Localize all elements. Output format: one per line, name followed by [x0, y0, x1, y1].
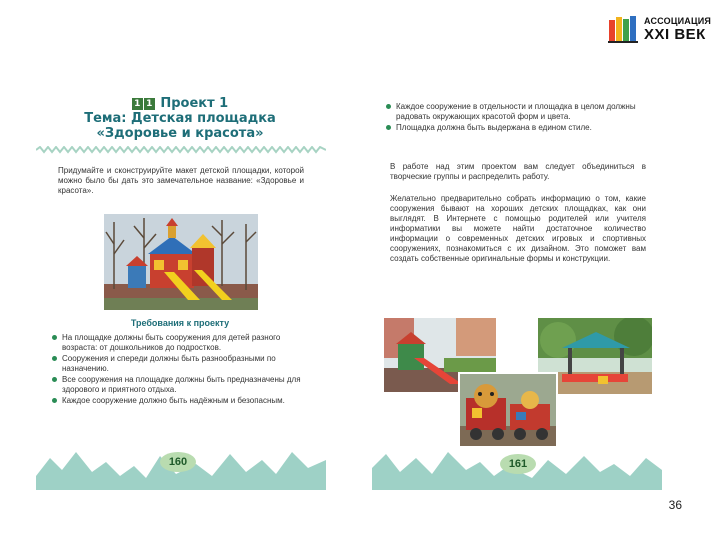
list-item: Все сооружения на площадке должны быть предназначены для здорового и приятного отдыха.	[50, 375, 304, 395]
logo-line2: XXI ВЕК	[644, 26, 706, 43]
photo-wooden-train	[458, 372, 558, 448]
requirements-title: Требования к проекту	[130, 318, 230, 328]
page-number-left: 160	[160, 452, 196, 472]
page-number-right: 161	[500, 454, 536, 474]
bullet-icon	[52, 335, 57, 340]
list-item: Сооружения и спереди должны быть разнообразными по назначению.	[50, 354, 304, 374]
bullet-icon	[386, 125, 391, 130]
paragraph-research: Желательно предварительно собрать информацию о том, какие сооружения бывают на хороших детских площадках, как они выглядят. В Интернете с помощью родителей или учителя информатики вы можете найти достаточное количество информации о современных детских игровых и спортивных сооружениях, познакомиться с их дизайном. Это поможет вам создать собственные оригинальные формы и конструкции.	[390, 194, 646, 263]
logo	[608, 12, 712, 46]
list-item: На площадке должны быть сооружения для детей разного возраста: от дошкольников до подростков.	[50, 333, 304, 353]
logo-line1: АССОЦИАЦИЯ	[644, 16, 712, 26]
list-item: Каждое сооружение должно быть надёжным и безопасным.	[50, 396, 304, 406]
project-label: Проект 1	[160, 96, 229, 111]
right-bullets	[384, 102, 646, 134]
paragraph-groups: В работе над этим проектом вам следует объединиться в творческие группы и распределить работу.	[390, 162, 646, 181]
project-heading	[46, 96, 314, 141]
bullet-icon	[52, 398, 57, 403]
books-logo-icon	[608, 14, 642, 44]
list-item: Каждое сооружение в отдельности и площадка в целом должны радовать окружающих красотой форм и цвета.	[384, 102, 646, 122]
intro-text: Придумайте и сконструируйте макет детской площадки, которой можно было бы дать это замечательное название: «Здоровье и красота».	[58, 166, 304, 195]
project-theme: Тема: Детская площадка	[84, 111, 276, 126]
project-subtitle: «Здоровье и красота»	[96, 126, 264, 141]
playground-photo	[104, 214, 258, 310]
wave-divider	[36, 146, 326, 154]
grade-badge: 1	[132, 98, 143, 110]
bullet-icon	[386, 104, 391, 109]
left-page	[46, 90, 314, 485]
list-item: Площадка должна быть выдержана в едином стиле.	[384, 123, 646, 133]
part-badge: 1	[144, 98, 155, 110]
requirements-list	[50, 333, 304, 407]
bullet-icon	[52, 356, 57, 361]
slide-number: 36	[668, 498, 682, 512]
right-page	[380, 96, 650, 496]
bullet-icon	[52, 377, 57, 382]
